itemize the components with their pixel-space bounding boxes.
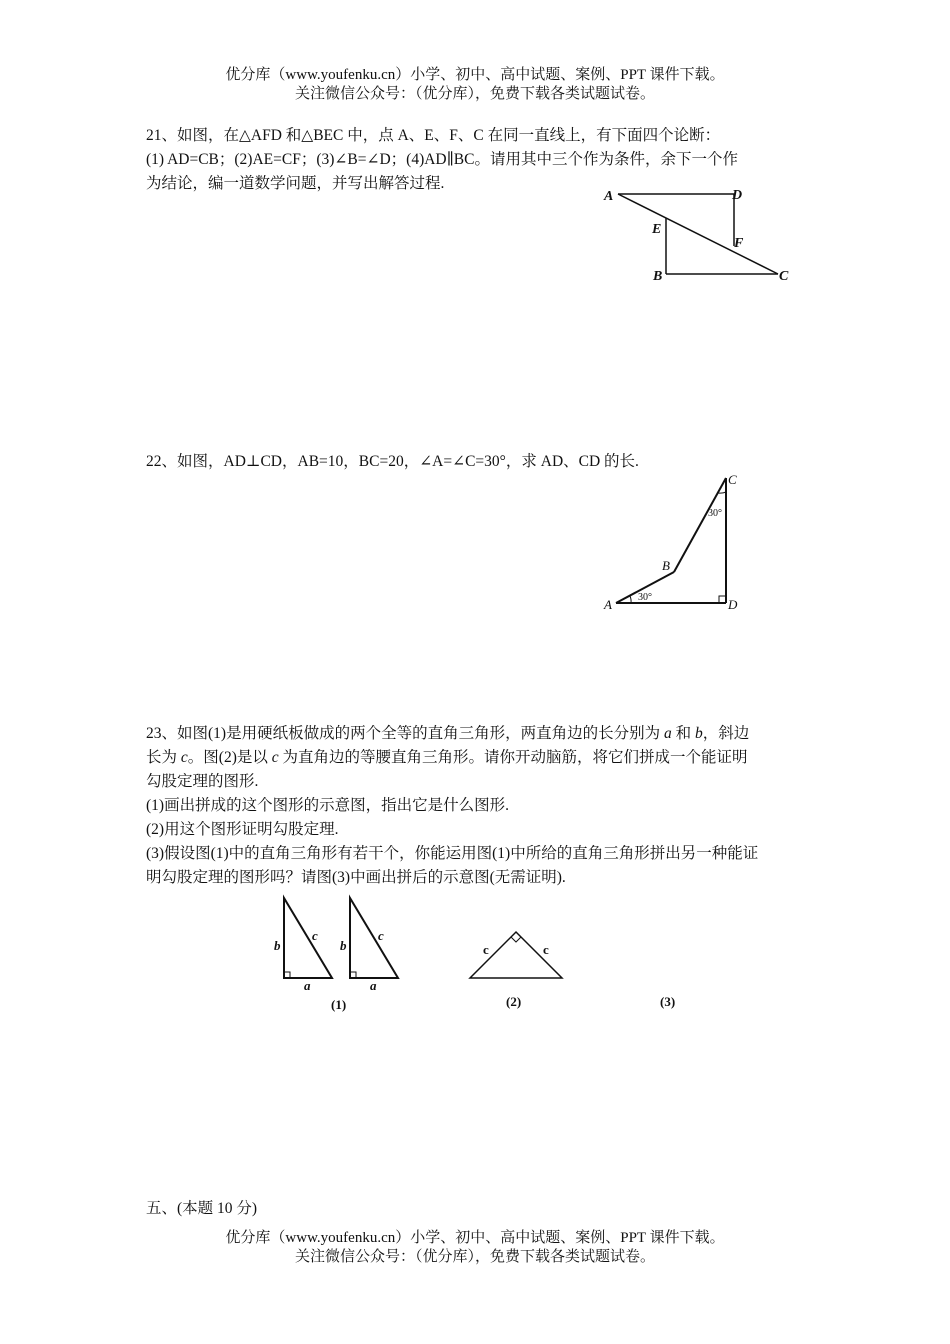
q21-figure	[598, 180, 800, 288]
iso-side-c-right: c	[543, 942, 549, 957]
point-f-label: F	[734, 236, 744, 251]
segment-cb	[674, 478, 726, 572]
footer-line-2: 关注微信公众号：（优分库），免费下载各类试题试卷。	[294, 1249, 655, 1265]
point-b-label: B	[662, 558, 670, 573]
header-line-1: 优分库（www.youfenku.cn）小学、初中、高中试题、案例、PPT 课件下载。	[225, 67, 725, 83]
tri1-side-b: b	[274, 938, 281, 953]
var-c: c	[180, 749, 188, 766]
q23-part-2: (2)用这个图形证明勾股定理.	[146, 821, 339, 838]
angle-a-value: 30°	[638, 592, 652, 603]
q23-part-3a: (3)假设图(1)中的直角三角形有若干个，你能运用图(1)中所给的直角三角形拼出另一种能证	[146, 845, 759, 862]
q21-line-3: 为结论，编一道数学问题，并写出解答过程.	[146, 175, 445, 192]
q21-line-2: (1) AD=CB；(2)AE=CF；(3)∠B=∠D；(4)AD∥BC。请用其中三个作为条件，余下一个作	[146, 151, 738, 168]
angle-a-arc	[630, 596, 631, 603]
q22-figure	[598, 468, 748, 616]
figure-1-label: (1)	[331, 997, 347, 1012]
q23-part-3b: 明勾股定理的图形吗？请图(3)中画出拼后的示意图(无需证明).	[146, 869, 566, 886]
right-angle-mark	[719, 596, 726, 603]
right-triangle-2	[350, 898, 398, 978]
q22-line-1: 22、如图，AD⊥CD，AB=10，BC=20，∠A=∠C=30°，求 AD、CD 的长.	[146, 453, 639, 470]
right-triangle-1	[284, 898, 332, 978]
point-c-label: C	[728, 472, 737, 487]
point-e-label: E	[652, 222, 662, 237]
header-line-2: 关注微信公众号：（优分库），免费下载各类试题试卷。	[294, 86, 655, 102]
footer	[0, 1229, 950, 1267]
q23-line-1: 23、如图(1)是用硬纸板做成的两个全等的直角三角形，两直角边的长分别为 a 和 b，斜边	[146, 725, 750, 742]
point-d-label: D	[732, 188, 743, 203]
tri2-side-c: c	[378, 928, 384, 943]
q23-part-1: (1)画出拼成的这个图形的示意图，指出它是什么图形.	[146, 797, 509, 814]
figure-3-label: (3)	[660, 994, 676, 1009]
segment-ac	[618, 194, 778, 274]
var-a: a	[663, 725, 672, 742]
q23-line-3: 勾股定理的图形.	[146, 773, 259, 790]
var-b: b	[694, 725, 703, 742]
point-b-label: B	[653, 269, 663, 284]
var-c: c	[271, 749, 279, 766]
tri1-side-a: a	[304, 978, 311, 993]
point-c-label: C	[779, 269, 789, 284]
angle-c-value: 30°	[708, 508, 722, 519]
q23-line-2: 长为 c。图(2)是以 c 为直角边的等腰直角三角形。请你开动脑筋，将它们拼成一个能证明	[146, 749, 748, 766]
q21-line-1: 21、如图，在△AFD 和△BEC 中，点 A、E、F、C 在同一直线上，有下面四个论断：	[146, 127, 721, 144]
right-angle-mark-3	[511, 937, 521, 942]
question-23	[146, 722, 808, 890]
footer-line-1: 优分库（www.youfenku.cn）小学、初中、高中试题、案例、PPT 课件下载。	[225, 1230, 725, 1246]
figure-2-label: (2)	[506, 994, 522, 1009]
tri2-side-b: b	[340, 938, 347, 953]
point-a-label: A	[604, 597, 612, 612]
iso-side-c-left: c	[483, 942, 489, 957]
section-5-heading: 五、(本题 10 分)	[146, 1200, 258, 1217]
tri1-side-c: c	[312, 928, 318, 943]
point-a-label: A	[604, 189, 614, 204]
point-d-label: D	[728, 597, 738, 612]
q23-figures	[262, 890, 722, 1020]
tri2-side-a: a	[370, 978, 377, 993]
header	[0, 66, 950, 104]
